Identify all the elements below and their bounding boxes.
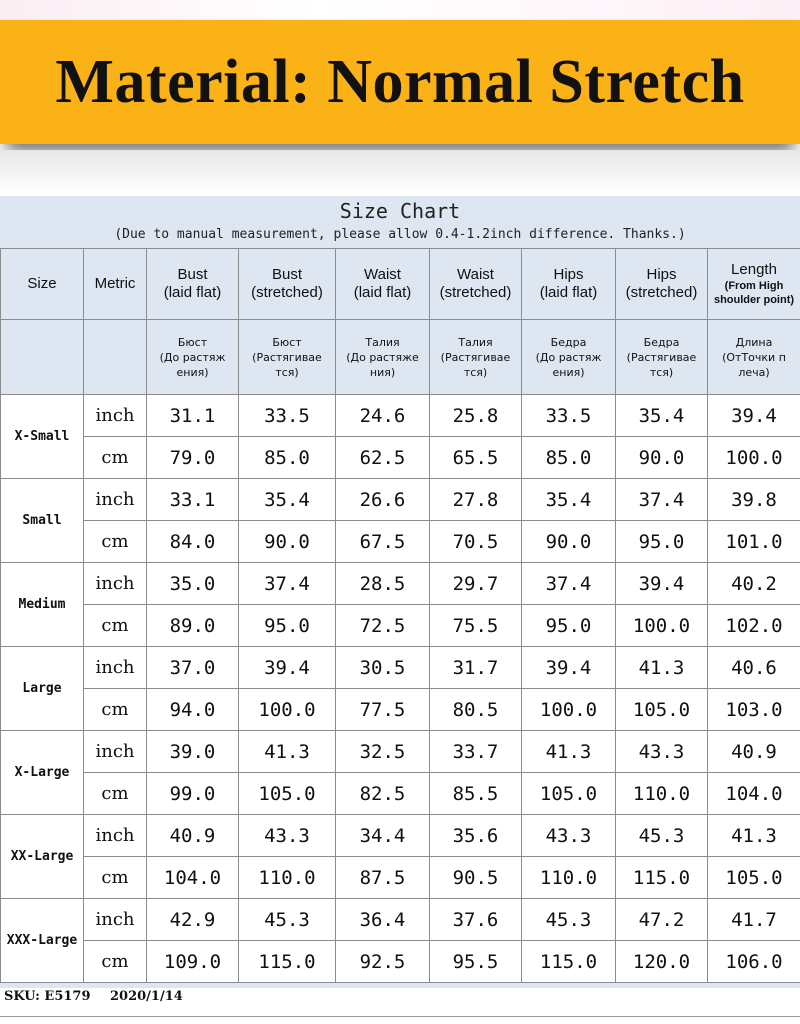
measure-cell: 106.0 [708,941,800,983]
measure-cell: 39.0 [147,731,239,773]
measure-cell: 67.5 [336,521,430,563]
measure-cell: 28.5 [336,563,430,605]
table-row [1,563,800,605]
measure-cell: 32.5 [336,731,430,773]
size-table [0,248,800,983]
measure-cell: 104.0 [147,857,239,899]
measure-cell: 110.0 [616,773,708,815]
measure-cell: 104.0 [708,773,800,815]
measure-cell: 43.3 [522,815,616,857]
measure-cell: 109.0 [147,941,239,983]
measure-cell: 35.0 [147,563,239,605]
measure-cell: 37.4 [616,479,708,521]
size-name-small: Small [1,479,84,563]
measure-cell: 35.4 [239,479,336,521]
size-name-xxx-large: XXX-Large [1,899,84,983]
measure-cell: 105.0 [708,857,800,899]
measure-cell: 29.7 [430,563,522,605]
sku-label: SKU: E5179 [4,989,91,1004]
measure-cell: 41.3 [239,731,336,773]
footer-divider [0,1016,800,1017]
measure-cell: 25.8 [430,395,522,437]
measure-cell: 100.0 [522,689,616,731]
measure-cell: 75.5 [430,605,522,647]
header-ru-hips-laid-flat: Бедра (До растяж ения) [522,320,616,395]
measure-cell: 90.0 [239,521,336,563]
measure-cell: 37.6 [430,899,522,941]
measure-cell: 43.3 [239,815,336,857]
measure-cell: 100.0 [616,605,708,647]
measure-cell: 62.5 [336,437,430,479]
unit-inch: inch [84,479,147,521]
measure-cell: 103.0 [708,689,800,731]
measure-cell: 35.6 [430,815,522,857]
measure-cell: 95.5 [430,941,522,983]
measure-cell: 87.5 [336,857,430,899]
table-row [1,815,800,857]
measure-cell: 33.5 [522,395,616,437]
size-name-x-small: X-Small [1,395,84,479]
unit-cm: cm [84,773,147,815]
measure-cell: 40.6 [708,647,800,689]
measure-cell: 95.0 [239,605,336,647]
unit-cm: cm [84,521,147,563]
measure-cell: 45.3 [239,899,336,941]
unit-cm: cm [84,437,147,479]
table-row [1,899,800,941]
measure-cell: 90.0 [616,437,708,479]
measure-cell: 33.1 [147,479,239,521]
measure-cell: 27.8 [430,479,522,521]
header-length: Length (From High shoulder point) [708,249,800,320]
measure-cell: 30.5 [336,647,430,689]
measure-cell: 40.9 [708,731,800,773]
measure-cell: 100.0 [239,689,336,731]
measure-cell: 36.4 [336,899,430,941]
chart-title: Size Chart [339,199,461,223]
measure-cell: 92.5 [336,941,430,983]
measure-cell: 99.0 [147,773,239,815]
header-ru-bust-stretched: Бюст (Растягивае тся) [239,320,336,395]
measure-cell: 41.3 [616,647,708,689]
table-row [1,857,800,899]
measure-cell: 72.5 [336,605,430,647]
header-row-russian [1,320,800,395]
measure-cell: 39.4 [616,563,708,605]
table-row [1,773,800,815]
measure-cell: 33.7 [430,731,522,773]
header-ru-hips-stretched: Бедра (Растягивае тся) [616,320,708,395]
unit-cm: cm [84,941,147,983]
measure-cell: 39.4 [708,395,800,437]
measure-cell: 45.3 [522,899,616,941]
banner-shadow-area [0,150,800,196]
header-ru-waist-laid-flat: Талия (До растяже ния) [336,320,430,395]
header-size: Size [1,249,84,320]
header-waist-laid-flat: Waist (laid flat) [336,249,430,320]
measure-cell: 45.3 [616,815,708,857]
unit-cm: cm [84,605,147,647]
size-name-large: Large [1,647,84,731]
measure-cell: 43.3 [616,731,708,773]
measure-cell: 90.5 [430,857,522,899]
measure-cell: 79.0 [147,437,239,479]
measure-cell: 31.1 [147,395,239,437]
measure-cell: 105.0 [616,689,708,731]
unit-inch: inch [84,563,147,605]
measure-cell: 94.0 [147,689,239,731]
measure-cell: 82.5 [336,773,430,815]
table-row [1,689,800,731]
measure-cell: 80.5 [430,689,522,731]
table-row [1,395,800,437]
measure-cell: 47.2 [616,899,708,941]
table-row [1,437,800,479]
measure-cell: 35.4 [616,395,708,437]
measure-cell: 115.0 [239,941,336,983]
measure-cell: 40.9 [147,815,239,857]
table-row [1,941,800,983]
unit-inch: inch [84,647,147,689]
measure-cell: 34.4 [336,815,430,857]
table-row [1,647,800,689]
unit-inch: inch [84,899,147,941]
header-bust-stretched: Bust (stretched) [239,249,336,320]
measure-cell: 39.4 [239,647,336,689]
measure-cell: 31.7 [430,647,522,689]
header-bust-laid-flat: Bust (laid flat) [147,249,239,320]
measure-cell: 37.4 [239,563,336,605]
measure-cell: 90.0 [522,521,616,563]
header-ru-bust-laid-flat: Бюст (До растяж ения) [147,320,239,395]
measure-cell: 37.4 [522,563,616,605]
unit-inch: inch [84,731,147,773]
measure-cell: 77.5 [336,689,430,731]
measure-cell: 24.6 [336,395,430,437]
measure-cell: 41.3 [522,731,616,773]
size-name-medium: Medium [1,563,84,647]
banner-title: Material: Normal Stretch [55,47,745,116]
measure-cell: 42.9 [147,899,239,941]
header-ru-blank-size [1,320,84,395]
measure-cell: 89.0 [147,605,239,647]
measure-cell: 41.7 [708,899,800,941]
size-chart [0,196,800,988]
table-row [1,521,800,563]
header-ru-length: Длина (ОтТочки п леча) [708,320,800,395]
unit-cm: cm [84,857,147,899]
measure-cell: 70.5 [430,521,522,563]
measure-cell: 115.0 [616,857,708,899]
material-banner [0,20,800,144]
measure-cell: 35.4 [522,479,616,521]
measure-cell: 37.0 [147,647,239,689]
measure-cell: 85.0 [239,437,336,479]
top-strip [0,0,800,20]
table-body [1,249,800,983]
measure-cell: 65.5 [430,437,522,479]
measure-cell: 40.2 [708,563,800,605]
measure-cell: 101.0 [708,521,800,563]
table-row [1,731,800,773]
measure-cell: 95.0 [522,605,616,647]
size-name-x-large: X-Large [1,731,84,815]
measure-cell: 102.0 [708,605,800,647]
chart-note: (Due to manual measurement, please allow 0.4-1.2inch difference. Thanks.) [114,227,686,242]
header-hips-stretched: Hips (stretched) [616,249,708,320]
measure-cell: 85.5 [430,773,522,815]
header-row-english [1,249,800,320]
measure-cell: 41.3 [708,815,800,857]
unit-cm: cm [84,689,147,731]
unit-inch: inch [84,815,147,857]
measure-cell: 26.6 [336,479,430,521]
header-metric: Metric [84,249,147,320]
measure-cell: 110.0 [522,857,616,899]
measure-cell: 95.0 [616,521,708,563]
size-name-xx-large: XX-Large [1,815,84,899]
measure-cell: 84.0 [147,521,239,563]
measure-cell: 39.4 [522,647,616,689]
header-ru-waist-stretched: Талия (Растягивае тся) [430,320,522,395]
unit-inch: inch [84,395,147,437]
measure-cell: 105.0 [239,773,336,815]
measure-cell: 100.0 [708,437,800,479]
footer [0,988,800,1024]
measure-cell: 110.0 [239,857,336,899]
measure-cell: 39.8 [708,479,800,521]
measure-cell: 85.0 [522,437,616,479]
measure-cell: 115.0 [522,941,616,983]
table-row [1,605,800,647]
date-label: 2020/1/14 [110,989,183,1004]
measure-cell: 105.0 [522,773,616,815]
measure-cell: 120.0 [616,941,708,983]
measure-cell: 33.5 [239,395,336,437]
header-ru-blank-metric [84,320,147,395]
table-row [1,479,800,521]
header-hips-laid-flat: Hips (laid flat) [522,249,616,320]
header-waist-stretched: Waist (stretched) [430,249,522,320]
